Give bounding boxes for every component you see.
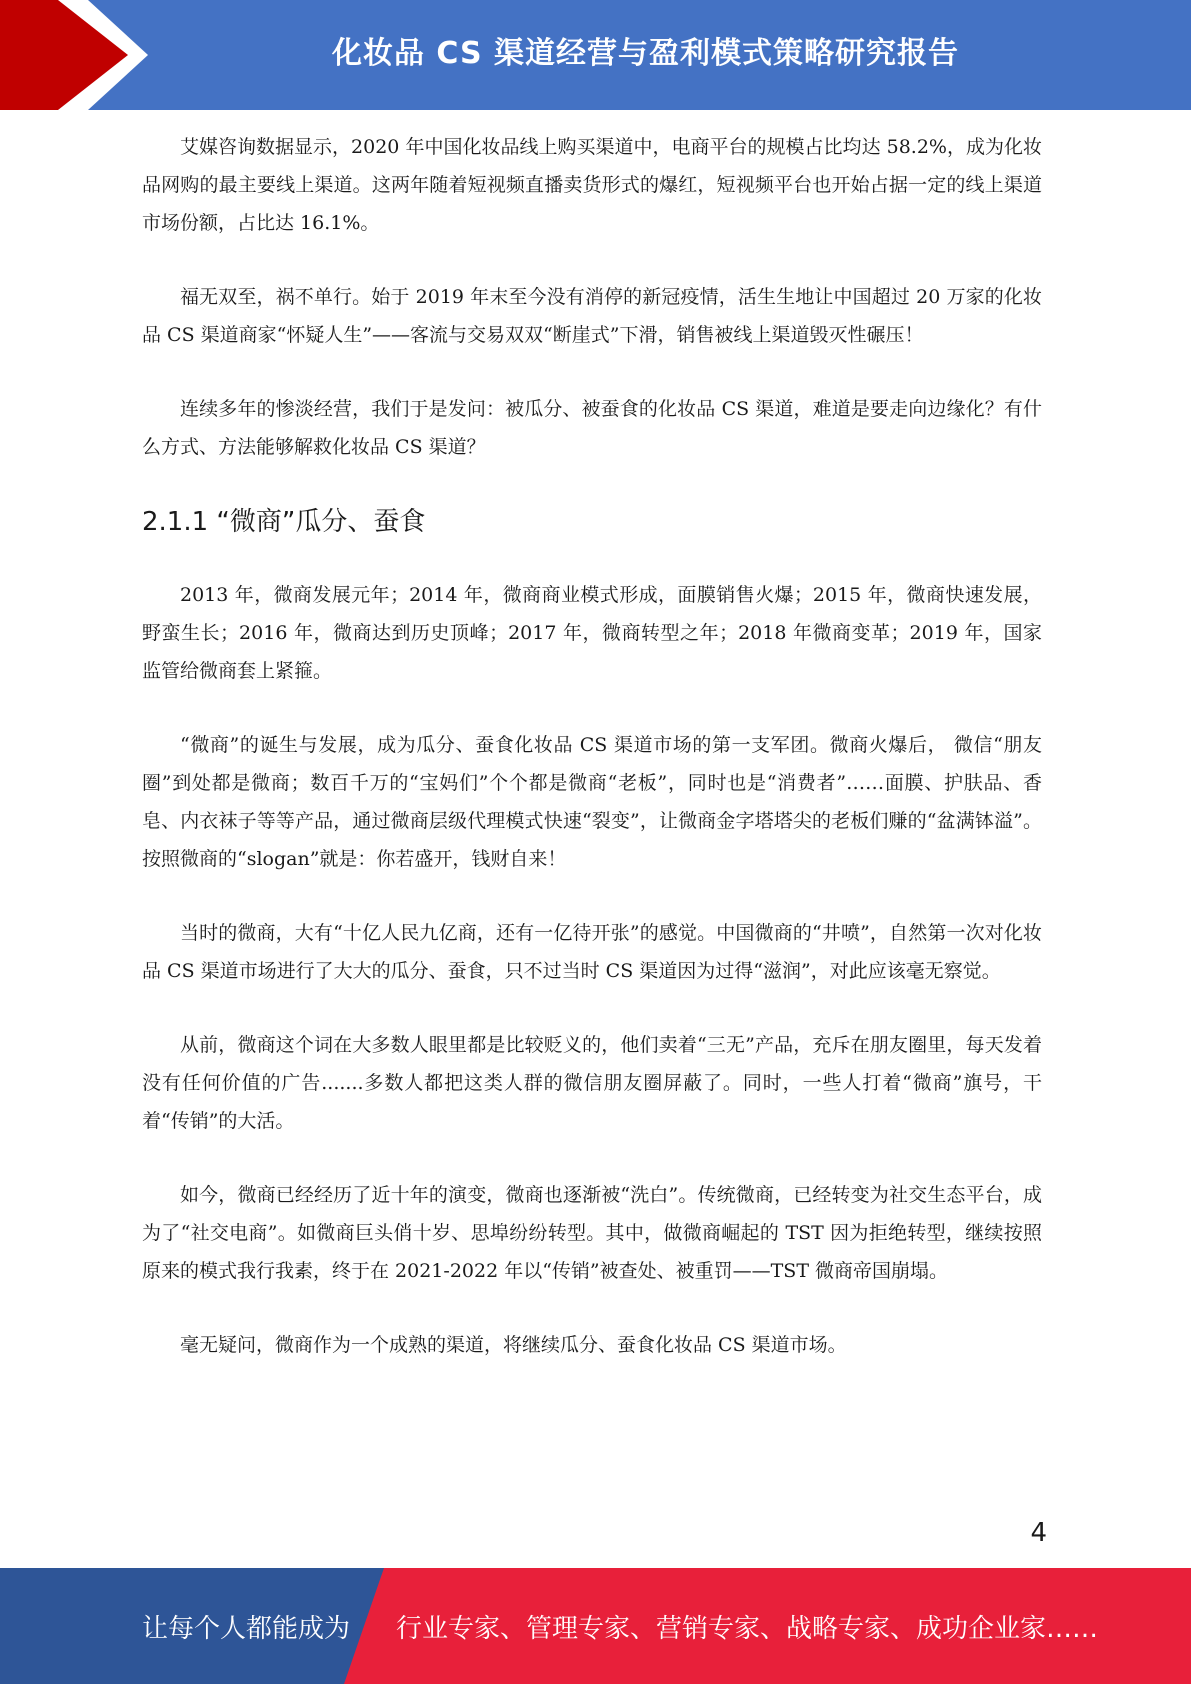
- paragraph: 艾媒咨询数据显示，2020 年中国化妆品线上购买渠道中，电商平台的规模占比均达 58.2%，成为化妆品网购的最主要线上渠道。这两年随着短视频直播卖货形式的爆红，短视频平台也开始占据一定的线上渠道市场份额，占比达 16.1%。: [142, 136, 1042, 234]
- page-content: [142, 128, 1042, 1400]
- footer-slogan-right: 行业专家、管理专家、营销专家、战略专家、成功企业家……: [396, 1613, 1099, 1644]
- page-number: 4: [1030, 1518, 1047, 1548]
- paragraph: 福无双至，祸不单行。始于 2019 年末至今没有消停的新冠疫情，活生生地让中国超过 20 万家的化妆品 CS 渠道商家“怀疑人生”——客流与交易双双“断崖式”下滑，销售被线上渠道毁灭性碾压！: [142, 286, 1042, 346]
- footer-banner: [0, 1568, 1191, 1684]
- paragraph: 连续多年的惨淡经营，我们于是发问：被瓜分、被蚕食的化妆品 CS 渠道，难道是要走向边缘化？有什么方式、方法能够解救化妆品 CS 渠道？: [142, 398, 1042, 458]
- header-banner: [0, 0, 1191, 110]
- paragraph: 如今，微商已经经历了近十年的演变，微商也逐渐被“洗白”。传统微商，已经转变为社交生态平台，成为了“社交电商”。如微商巨头俏十岁、思埠纷纷转型。其中，做微商崛起的 TST 因为拒绝转型，继续按照原来的模式我行我素，终于在 2021-2022 年以“传销”被查处、被重罚——TST 微商帝国崩塌。: [142, 1184, 1042, 1282]
- paragraph: 2013 年，微商发展元年；2014 年，微商商业模式形成，面膜销售火爆；2015 年，微商快速发展，野蛮生长；2016 年，微商达到历史顶峰；2017 年，微商转型之年；2018 年微商变革；2019 年，国家监管给微商套上紧箍。: [142, 584, 1042, 682]
- section-heading: 2.1.1 “微商”瓜分、蚕食: [142, 507, 426, 537]
- paragraph: 从前，微商这个词在大多数人眼里都是比较贬义的，他们卖着“三无”产品，充斥在朋友圈里，每天发着没有任何价值的广告.......多数人都把这类人群的微信朋友圈屏蔽了。同时，一些人打着“微商”旗号，干着“传销”的大活。: [142, 1034, 1042, 1132]
- header-arrow-icon: [0, 0, 160, 110]
- paragraph: “微商”的诞生与发展，成为瓜分、蚕食化妆品 CS 渠道市场的第一支军团。微商火爆后， 微信“朋友圈”到处都是微商；数百千万的“宝妈们”个个都是微商“老板”，同时也是“消费者”……面膜、护肤品、香皂、内衣袜子等等产品，通过微商层级代理模式快速“裂变”，让微商金字塔塔尖的老板们赚的“盆满钵溢”。按照微商的“slogan”就是：你若盛开，钱财自来！: [142, 734, 1042, 870]
- paragraph: 当时的微商，大有“十亿人民九亿商，还有一亿待开张”的感觉。中国微商的“井喷”，自然第一次对化妆品 CS 渠道市场进行了大大的瓜分、蚕食，只不过当时 CS 渠道因为过得“滋润”，对此应该毫无察觉。: [142, 922, 1042, 982]
- footer-slogan-left: 让每个人都能成为: [142, 1613, 351, 1644]
- paragraph: 毫无疑问，微商作为一个成熟的渠道，将继续瓜分、蚕食化妆品 CS 渠道市场。: [180, 1334, 847, 1356]
- report-title: 化妆品 CS 渠道经营与盈利模式策略研究报告: [331, 36, 960, 71]
